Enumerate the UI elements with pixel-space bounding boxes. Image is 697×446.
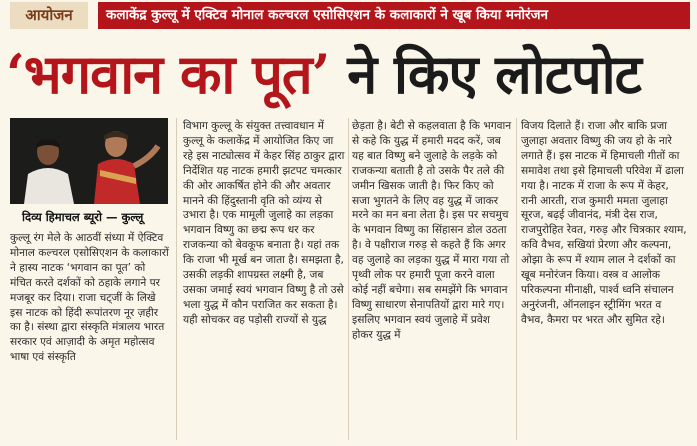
column-divider — [348, 118, 349, 440]
article-column-4 — [521, 119, 687, 328]
column-text: छेड़ता है। बेटी से कहलवाता है कि भगवान से कहे कि युद्ध में हमारी मदद करें, जब यह बात विष्णु बने जुलाहे के लड़के को राजकन्या बताती है तो उसके पैर तले की जमीन खिसक जाती है। फिर किए को सजा भुगतने के लिए वह युद्ध में जाकर मरने का मन बना लेता है। इस पर सचमुच के भगवान विष्णु का सिंहासन डोल उठता है। वे पक्षीराज गरुड़ से कहते हैं कि अगर वह जुलाहे का लड़का युद्ध में मारा गया तो पृथ्वी लोक पर हमारी पूजा करने वाला कोई नहीं बचेगा। सब समझेंगे कि भगवान विष्णु साधारण सेनापतियों द्वारा मारे गए। इसलिए भगवान स्वयं जुलाहे में प्रवेश होकर युद्ध में — [352, 120, 512, 341]
article-photo — [10, 118, 168, 204]
headline — [6, 36, 690, 112]
column-text: विजय दिलाते हैं। राजा और बाकि प्रजा जुलाहा अवतार विष्णु की जय हो के नारे लगाते हैं। इस नाटक में हिमाचली गीतों का समावेश तथा इसे हिमाचली परिवेश में ढाला गया है। नाटक में राजा के रूप में केहर, रानी आरती, राज कुमारी ममता जुलाहा सूरज, बढ़ई जीवानंद, मंत्री देस राज, राजपुरोहित रेवत, गरुड़ और चित्रकार श्याम, कवि वैभव, सखियां प्रेरणा और कल्पना, ओझा के रूप में श्याम लाल ने दर्शकों का खूब मनोरंजन किया। वस्त्र व आलोक परिकल्पना मीनाक्षी, पार्श्व ध्वनि संचालन अनुरंजनी, ऑनलाइन स्ट्रीमिंग भरत व वैभव, कैमरा पर भरत और सुमित रहे। — [521, 120, 687, 326]
byline: दिव्य हिमाचल ब्यूरो — कुल्लू — [22, 210, 144, 224]
headline-title-part: ‘भगवान का पूत’ — [6, 42, 330, 106]
headline-rest: ने किए लोटपोट — [329, 42, 641, 106]
topbar — [0, 0, 697, 32]
column-divider — [176, 118, 177, 440]
column-text: कुल्लू रंग मेले के आठवीं संध्या में ऐक्टिव मोनाल कल्चरल एसोसिएशन के कलाकारों ने हास्य नाटक ‘भगवान का पूत’ को मंचित करते दर्शकों को ठहाके लगाने पर मजबूर कर दिया। राजा चट्जीं के लिखे इस नाटक को हिंदी रूपांतरण नूर ज़हीर का है। संस्था द्वारा संस्कृति मंत्रालय भारत सरकार एवं आज़ादी के अमृत महोत्सव भाषा एवं संस्कृति — [10, 232, 169, 364]
section-tag: आयोजन — [10, 2, 88, 29]
column-divider — [516, 118, 517, 440]
kicker-bar: कलाकेंद्र कुल्लू में एक्टिव मोनाल कल्चरल एसोसिएशन के कलाकारों ने खूब किया मनोरंजन — [98, 2, 690, 29]
article-column-2 — [183, 119, 345, 328]
article-column-1 — [10, 231, 169, 365]
article-column-3 — [352, 119, 512, 343]
column-text: विभाग कुल्लू के संयुक्त तत्त्वावधान में कुल्लू के कलाकेंद्र में आयोजित किए जा रहे इस नाट्योत्सव में केहर सिंह ठाकुर द्वारा निर्देशित यह नाटक हमारी झटपट चमत्कार की ओर आकर्षित होने की और अवतार मानने की हिंदुस्तानी वृति को व्यंग्य से उभारा है। एक मामूली जुलाहे का लड़का भगवान विष्णु का छद्म रूप धर कर राजकन्या को बेवकूफ बनाता है। यहां तक कि राजा भी मूर्ख बन जाता है। समझता है, उसकी लड़की शापग्रस्त लक्ष्मी है, जब उसका जमाई स्वयं भगवान विष्णु है तो उसे भला युद्ध में कौन पराजित कर सकता है। यही सोचकर वह पड़ोसी राज्यों से युद्ध — [183, 120, 345, 326]
